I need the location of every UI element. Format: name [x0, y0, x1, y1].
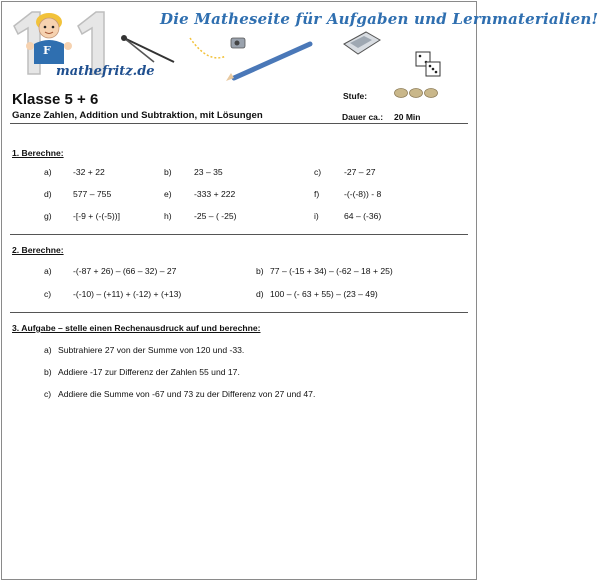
header	[0, 0, 598, 86]
task-text: Addiere -17 zur Differenz der Zahlen 55 und 17.	[58, 367, 240, 377]
site-tagline: Die Matheseite für Aufgaben und Lernmaterialien!	[160, 10, 598, 28]
exercise-label: a)	[44, 266, 52, 276]
exercise-label: b)	[164, 167, 172, 177]
exercise-expression: 577 – 755	[73, 189, 112, 199]
divider	[10, 234, 468, 235]
site-brand[interactable]: mathefritz.de	[56, 64, 155, 79]
calculator-icon	[342, 30, 382, 56]
exercise-expression: 23 – 35	[194, 167, 223, 177]
exercise-expression: -(-(-8)) - 8	[344, 189, 382, 199]
task-label: c)	[44, 389, 52, 399]
exercise-label: e)	[164, 189, 172, 199]
exercise-expression: 64 – (-36)	[344, 211, 382, 221]
exercise-expression: 100 – (- 63 + 55) – (23 – 49)	[270, 289, 378, 299]
exercise-expression: -[-9 + (-(-5))]	[73, 211, 121, 221]
divider	[10, 312, 468, 313]
divider	[10, 123, 468, 124]
dice-icon	[414, 50, 442, 78]
exercise-label: d)	[256, 289, 264, 299]
exercise-expression: -(-10) – (+11) + (-12) + (+13)	[73, 289, 182, 299]
exercise-label: d)	[44, 189, 52, 199]
exercise-label: i)	[314, 211, 319, 221]
exercise-expression: 77 – (-15 + 34) – (-62 – 18 + 25)	[270, 266, 393, 276]
section2-heading: 2. Berechne:	[12, 245, 64, 255]
task-label: a)	[44, 345, 52, 355]
worksheet-subtitle: Ganze Zahlen, Addition und Subtraktion, mit Lösungen	[12, 110, 263, 121]
section3-heading: 3. Aufgabe – stelle einen Rechenausdruck auf und berechne:	[12, 323, 261, 333]
section1-heading: 1. Berechne:	[12, 148, 64, 158]
logo-letter: F	[43, 44, 51, 57]
arc-decoration	[188, 34, 228, 64]
exercise-label: f)	[314, 189, 320, 199]
task-text: Addiere die Summe von -67 und 73 zu der Differenz von 27 und 47.	[58, 389, 316, 399]
exercise-label: g)	[44, 211, 52, 221]
exercise-expression: -333 + 222	[194, 189, 236, 199]
task-text: Subtrahiere 27 von der Summe von 120 und -33.	[58, 345, 245, 355]
exercise-expression: -32 + 22	[73, 167, 105, 177]
compass-icon	[118, 32, 178, 66]
exercise-label: c)	[314, 167, 322, 177]
worksheet-title: Klasse 5 + 6	[12, 91, 99, 108]
exercise-label: c)	[44, 289, 52, 299]
duration-value: 20 Min	[394, 112, 421, 122]
pencil-icon	[224, 42, 314, 82]
exercise-expression: -27 – 27	[344, 167, 376, 177]
level-coin-icon	[394, 87, 442, 99]
exercise-label: b)	[256, 266, 264, 276]
task-label: b)	[44, 367, 52, 377]
exercise-label: a)	[44, 167, 52, 177]
level-label: Stufe:	[343, 91, 368, 101]
exercise-expression: -25 – ( -25)	[194, 211, 237, 221]
exercise-expression: -(-87 + 26) – (66 – 32) – 27	[73, 266, 177, 276]
mascot-boy-icon	[24, 8, 74, 70]
exercise-label: h)	[164, 211, 172, 221]
duration-label: Dauer ca.:	[342, 112, 384, 122]
